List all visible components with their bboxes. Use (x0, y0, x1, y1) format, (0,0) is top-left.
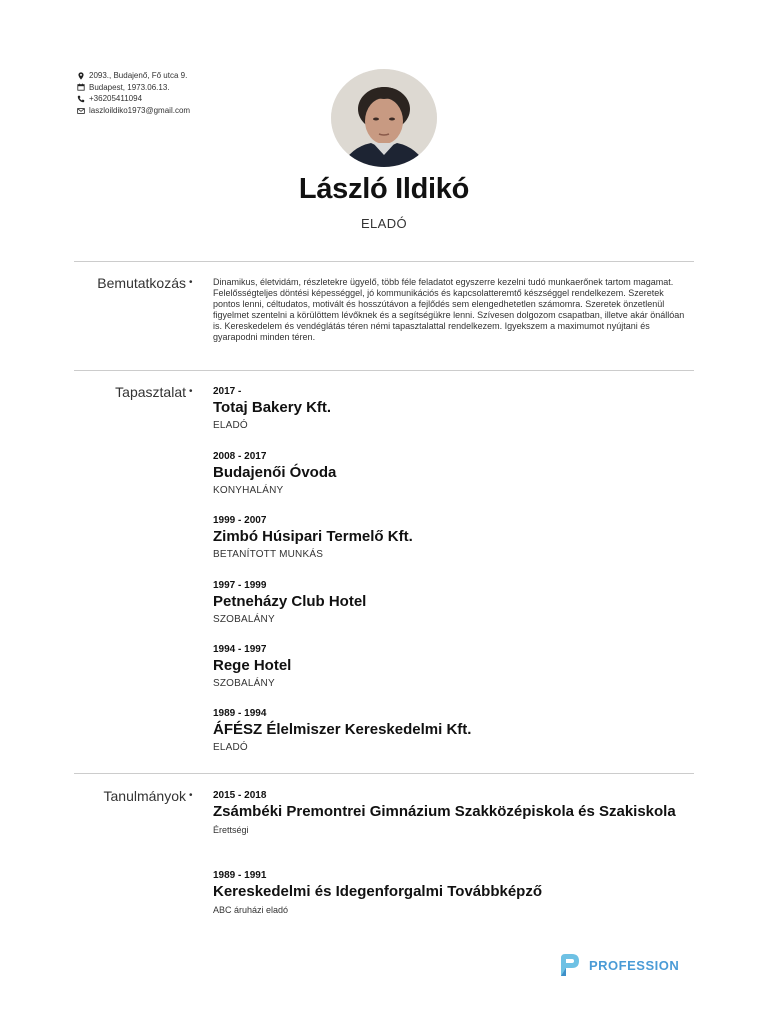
education-entry (213, 870, 693, 916)
entry-title: ÁFÉSZ Élelmiszer Kereskedelmi Kft. (213, 721, 472, 738)
section-divider (74, 773, 694, 774)
summary-text: Dinamikus, életvidám, részletekre ügyelő, több féle feladatot egyszerre kezelni tudó munkaerőnek tartom magamat. Felelősségteljes döntési képességgel, jó kommunikációs és kapcsolatteremtő készséggel rendelkezem. Szeretek pontos lenni, céltudatos, motivált és hosszútávon a fejlődés sem elengedhetetlen számomra. Szeretek önzetlenül figyelmet szentelni a körülöttem lévőknek és a segítségükre lenni. Szívesen dolgozom csapatban, illetve akár önállóan is. Kereskedelem és vendéglátás téren némi tapasztalattal rendelkezem. Igyekszem a maximumot nyújtani és gyarapodni minden téren. (213, 277, 685, 342)
profession-logo (557, 952, 679, 978)
contact-email-text[interactable]: laszloildiko1973@gmail.com (89, 105, 191, 115)
entry-detail: ABC áruházi eladó (213, 905, 289, 915)
entry-role: SZOBALÁNY (213, 614, 275, 625)
education-section-label: Tanulmányok (103, 788, 186, 804)
entry-role: KONYHALÁNY (213, 485, 284, 496)
entry-detail: Érettségi (213, 825, 249, 835)
entry-role: ELADÓ (213, 420, 248, 431)
entry-role: ELADÓ (213, 742, 248, 753)
contact-block (76, 70, 190, 116)
profession-logo-text: PROFESSION (589, 957, 680, 973)
contact-phone (76, 93, 190, 105)
entry-title: Zimbó Húsipari Termelő Kft. (213, 528, 413, 545)
calendar-icon (76, 83, 85, 92)
section-divider (74, 261, 694, 262)
entry-date: 2017 - (213, 386, 242, 397)
profession-logo-icon (557, 952, 583, 978)
summary-bullet: • (189, 277, 193, 288)
education-bullet: • (189, 790, 193, 801)
contact-email (76, 105, 190, 117)
entry-role: SZOBALÁNY (213, 678, 275, 689)
experience-entry (213, 451, 693, 498)
profile-photo (331, 69, 437, 167)
entry-date: 2008 - 2017 (213, 451, 267, 462)
map-pin-icon (76, 71, 85, 80)
entry-date: 2015 - 2018 (213, 790, 267, 801)
experience-entry (213, 580, 693, 627)
entry-date: 1994 - 1997 (213, 644, 267, 655)
candidate-role: ELADÓ (360, 216, 408, 231)
contact-address (76, 70, 190, 82)
experience-bullet: • (189, 386, 193, 397)
mail-icon (76, 106, 85, 115)
entry-title: Zsámbéki Premontrei Gimnázium Szakközépiskola és Szakiskola (213, 803, 676, 820)
entry-date: 1989 - 1991 (213, 870, 267, 881)
entry-date: 1999 - 2007 (213, 515, 267, 526)
contact-birth (76, 82, 190, 94)
entry-date: 1997 - 1999 (213, 580, 267, 591)
contact-address-text: 2093., Budajenő, Fő utca 9. (89, 71, 188, 80)
section-divider (74, 370, 694, 371)
contact-birth-text: Budapest, 1973.06.13. (89, 82, 170, 92)
experience-entry (213, 708, 693, 755)
experience-entry (213, 644, 693, 691)
experience-entry (213, 386, 693, 433)
entry-title: Budajenői Óvoda (213, 464, 337, 481)
entry-date: 1989 - 1994 (213, 708, 267, 719)
phone-icon (76, 94, 85, 103)
portrait-illustration (331, 69, 437, 167)
summary-section-label: Bemutatkozás (97, 275, 186, 291)
entry-role: BETANÍTOTT MUNKÁS (213, 549, 324, 560)
candidate-name: László Ildikó (298, 173, 470, 205)
entry-title: Totaj Bakery Kft. (213, 399, 332, 416)
entry-title: Petneházy Club Hotel (213, 593, 367, 610)
experience-entry (213, 515, 693, 562)
contact-phone-text[interactable]: +36205411094 (89, 94, 143, 104)
experience-section-label: Tapasztalat (115, 384, 186, 400)
entry-title: Rege Hotel (213, 657, 292, 674)
entry-title: Kereskedelmi és Idegenforgalmi Továbbképző (213, 883, 542, 900)
education-entry (213, 790, 693, 836)
